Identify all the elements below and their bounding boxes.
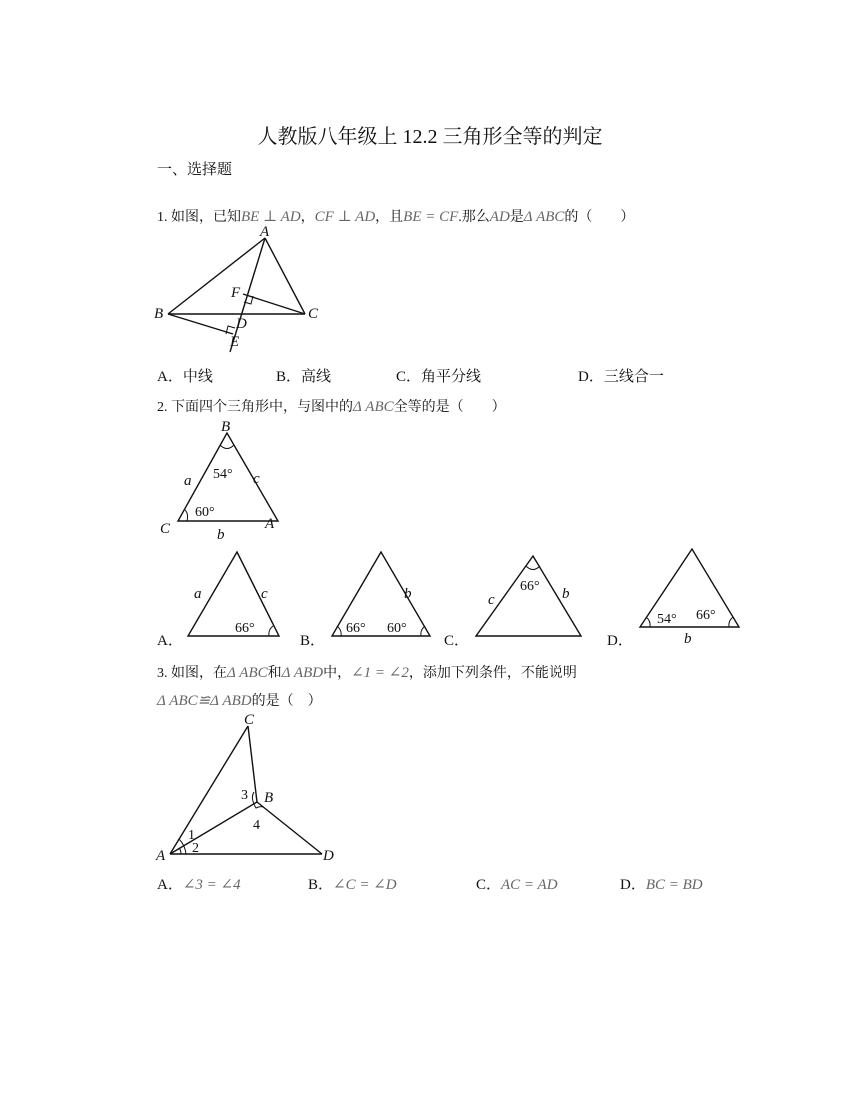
point-label-d: D — [236, 316, 247, 332]
option-letter: B． — [308, 877, 334, 893]
math-expression: Δ ABC — [227, 665, 268, 681]
side-label: b — [562, 586, 570, 602]
point-label-a: A — [265, 516, 275, 532]
point-label-c: C — [160, 521, 171, 537]
angle-number-4: 4 — [253, 818, 260, 833]
side-label: c — [488, 592, 495, 608]
option-letter: D． — [620, 877, 646, 893]
angle-number-3: 3 — [241, 788, 248, 803]
math-expression: Δ ABD — [281, 665, 324, 681]
segment-be — [168, 314, 233, 334]
option-text: 高线 — [301, 369, 332, 385]
angle-arc-b — [220, 445, 234, 449]
question-text: 和 — [267, 666, 282, 681]
question-3-figure — [150, 708, 350, 868]
option-text: 角平分线 — [421, 369, 482, 385]
angle-label: 66° — [520, 579, 540, 594]
math-expression: CF ⊥ AD — [314, 209, 376, 225]
q3-option-a[interactable] — [157, 873, 241, 894]
question-text: 如图，在 — [171, 666, 227, 681]
angle-arc — [646, 617, 650, 627]
option-text: BC = BD — [645, 877, 703, 893]
angle-label: 60° — [387, 621, 407, 636]
q2-option-c-figure[interactable] — [470, 548, 590, 643]
question-number: 3. — [157, 666, 168, 681]
segment-ab — [170, 802, 257, 854]
question-3-stem-line-1 — [157, 662, 577, 682]
page-title: 人教版八年级上 12.2 三角形全等的判定 — [257, 126, 603, 148]
angle-label: 66° — [696, 608, 716, 623]
angle-arc-2 — [179, 848, 181, 854]
q1-option-c[interactable] — [396, 365, 481, 386]
option-triangle — [640, 549, 739, 627]
q2-option-c[interactable]: C． — [444, 633, 470, 649]
question-text: .那么 — [458, 210, 490, 225]
math-expression: BE = CF — [403, 209, 459, 225]
math-expression: Δ ABC≌Δ ABD — [157, 693, 252, 709]
section-heading: 一、选择题 — [157, 162, 233, 178]
angle-label: 66° — [346, 621, 366, 636]
option-letter: A． — [157, 877, 183, 893]
math-expression: Δ ABC — [523, 209, 565, 225]
question-text: 的是（ ） — [251, 694, 322, 709]
point-label-a: A — [260, 224, 270, 240]
angle-label: 54° — [657, 612, 677, 627]
q3-option-c[interactable] — [476, 873, 558, 894]
option-text: ∠3 = ∠4 — [182, 877, 241, 893]
question-text: 如图，已知 — [171, 210, 241, 225]
q1-option-b[interactable] — [276, 365, 331, 386]
q2-option-a[interactable]: A． — [157, 633, 183, 649]
math-expression: Δ ABC — [353, 399, 394, 415]
side-label: b — [404, 586, 412, 602]
point-label-b: B — [221, 419, 231, 435]
question-number: 2. — [157, 400, 168, 415]
q3-option-b[interactable] — [308, 873, 397, 894]
question-text: 全等的是（ ） — [393, 400, 506, 415]
point-label-a: A — [156, 848, 166, 864]
question-text: 中， — [323, 666, 352, 681]
segment-ab — [168, 238, 265, 314]
option-text: AC = AD — [501, 877, 558, 893]
angle-arc — [526, 566, 540, 570]
q2-option-a-figure[interactable] — [182, 548, 292, 643]
math-expression: BE ⊥ AD — [241, 209, 301, 225]
angle-label-c: 60° — [195, 505, 215, 520]
question-2-stem — [157, 396, 506, 416]
question-text: ，添加下列条件，不能说明 — [408, 666, 577, 681]
side-label-a: a — [184, 473, 192, 489]
side-label: a — [194, 586, 202, 602]
point-label-c: C — [308, 306, 319, 322]
angle-number-2: 2 — [192, 841, 199, 856]
point-label-f: F — [231, 285, 241, 301]
question-3-stem-line-2 — [157, 690, 322, 710]
angle-arc-c — [184, 509, 188, 521]
option-letter: B． — [276, 369, 302, 385]
q2-option-b-figure[interactable] — [326, 548, 441, 643]
side-label-b: b — [217, 527, 225, 540]
angle-label: 66° — [235, 621, 255, 636]
angle-number-1: 1 — [188, 828, 195, 843]
q3-option-d[interactable] — [620, 873, 703, 894]
option-text: 三线合一 — [603, 369, 664, 385]
option-letter: C． — [476, 877, 502, 893]
option-text: 中线 — [182, 369, 213, 385]
angle-label-b: 54° — [213, 467, 233, 482]
option-letter: A． — [157, 369, 183, 385]
question-text: 下面四个三角形中，与图中的 — [171, 400, 353, 415]
angle-arc — [729, 617, 733, 627]
option-text: ∠C = ∠D — [333, 877, 397, 893]
question-text: ， — [300, 210, 315, 225]
q1-option-d[interactable] — [578, 365, 664, 386]
angle-arc — [269, 626, 273, 636]
q2-option-d-figure[interactable] — [636, 545, 746, 650]
segment-bd — [257, 802, 322, 854]
side-label: b — [684, 631, 692, 647]
point-label-e: E — [230, 334, 240, 350]
q2-option-d[interactable]: D． — [607, 633, 633, 649]
question-text: 的（ ） — [564, 210, 635, 225]
q2-option-b[interactable]: B． — [300, 633, 326, 649]
question-1-figure — [150, 222, 340, 357]
option-letter: C． — [396, 369, 422, 385]
segment-cb — [248, 726, 257, 802]
option-letter: D． — [578, 369, 604, 385]
segment-ac — [170, 726, 248, 854]
side-label-c: c — [253, 471, 260, 487]
side-label: c — [261, 586, 268, 602]
question-text: ，且 — [375, 210, 404, 225]
math-expression: AD — [489, 209, 510, 225]
point-label-c: C — [244, 712, 255, 728]
question-text: 是 — [509, 210, 524, 225]
math-expression: ∠1 = ∠2 — [351, 665, 409, 681]
question-2-figure — [155, 415, 295, 540]
question-number: 1. — [157, 210, 168, 225]
point-label-d: D — [323, 848, 334, 864]
q1-option-a[interactable] — [157, 365, 213, 386]
point-label-b: B — [264, 790, 274, 806]
point-label-b: B — [154, 306, 164, 322]
